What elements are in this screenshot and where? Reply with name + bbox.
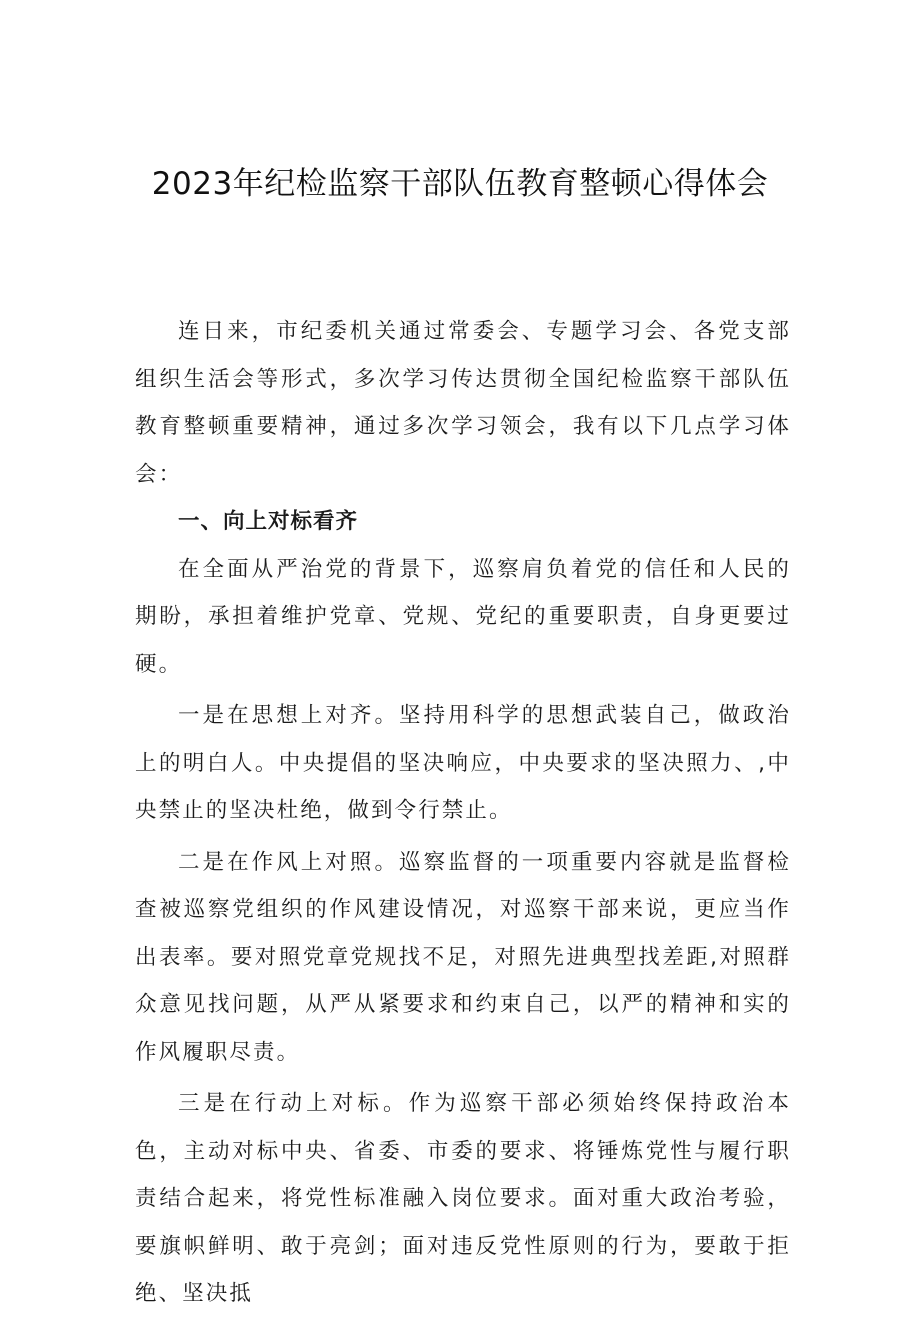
intro-paragraph: 连日来，市纪委机关通过常委会、专题学习会、各党支部组织生活会等形式，多次学习传达贯彻全国纪检监察干部队伍教育整顿重要精神，通过多次学习领会，我有以下几点学习体会： [135,319,791,487]
paragraph-point-two: 二是在作风上对照。巡察监督的一项重要内容就是监督检查被巡察党组织的作风建设情况，对巡察干部来说，更应当作出表率。要对照党章党规找不足，对照先进典型找差距,对照群众意见找问题，从严从紧要求和约束自己，以严的精神和实的作风履职尽责。 [135,849,791,1065]
paragraph-point-one: 一是在思想上对齐。坚持用科学的思想武装自己，做政治上的明白人。中央提倡的坚决响应，中央要求的坚决照力、,中央禁止的坚决杜绝，做到令行禁止。 [135,703,791,823]
paragraph-point-three: 三是在行动上对标。作为巡察干部必须始终保持政治本色，主动对标中央、省委、市委的要求、将锤炼党性与履行职责结合起来，将党性标准融入岗位要求。面对重大政治考验，要旗帜鲜明、敢于亮剑；面对违反党性原则的行为，要敢于拒绝、坚决抵 [135,1091,791,1306]
section-heading: 一、向上对标看齐 [178,509,359,534]
document-title: 2023年纪检监察干部队伍教育整顿心得体会 [151,166,769,202]
paragraph-background: 在全面从严治党的背景下，巡察肩负着党的信任和人民的期盼，承担着维护党章、党规、党纪的重要职责，自身更要过硬。 [135,556,791,677]
document-body [135,308,791,1318]
